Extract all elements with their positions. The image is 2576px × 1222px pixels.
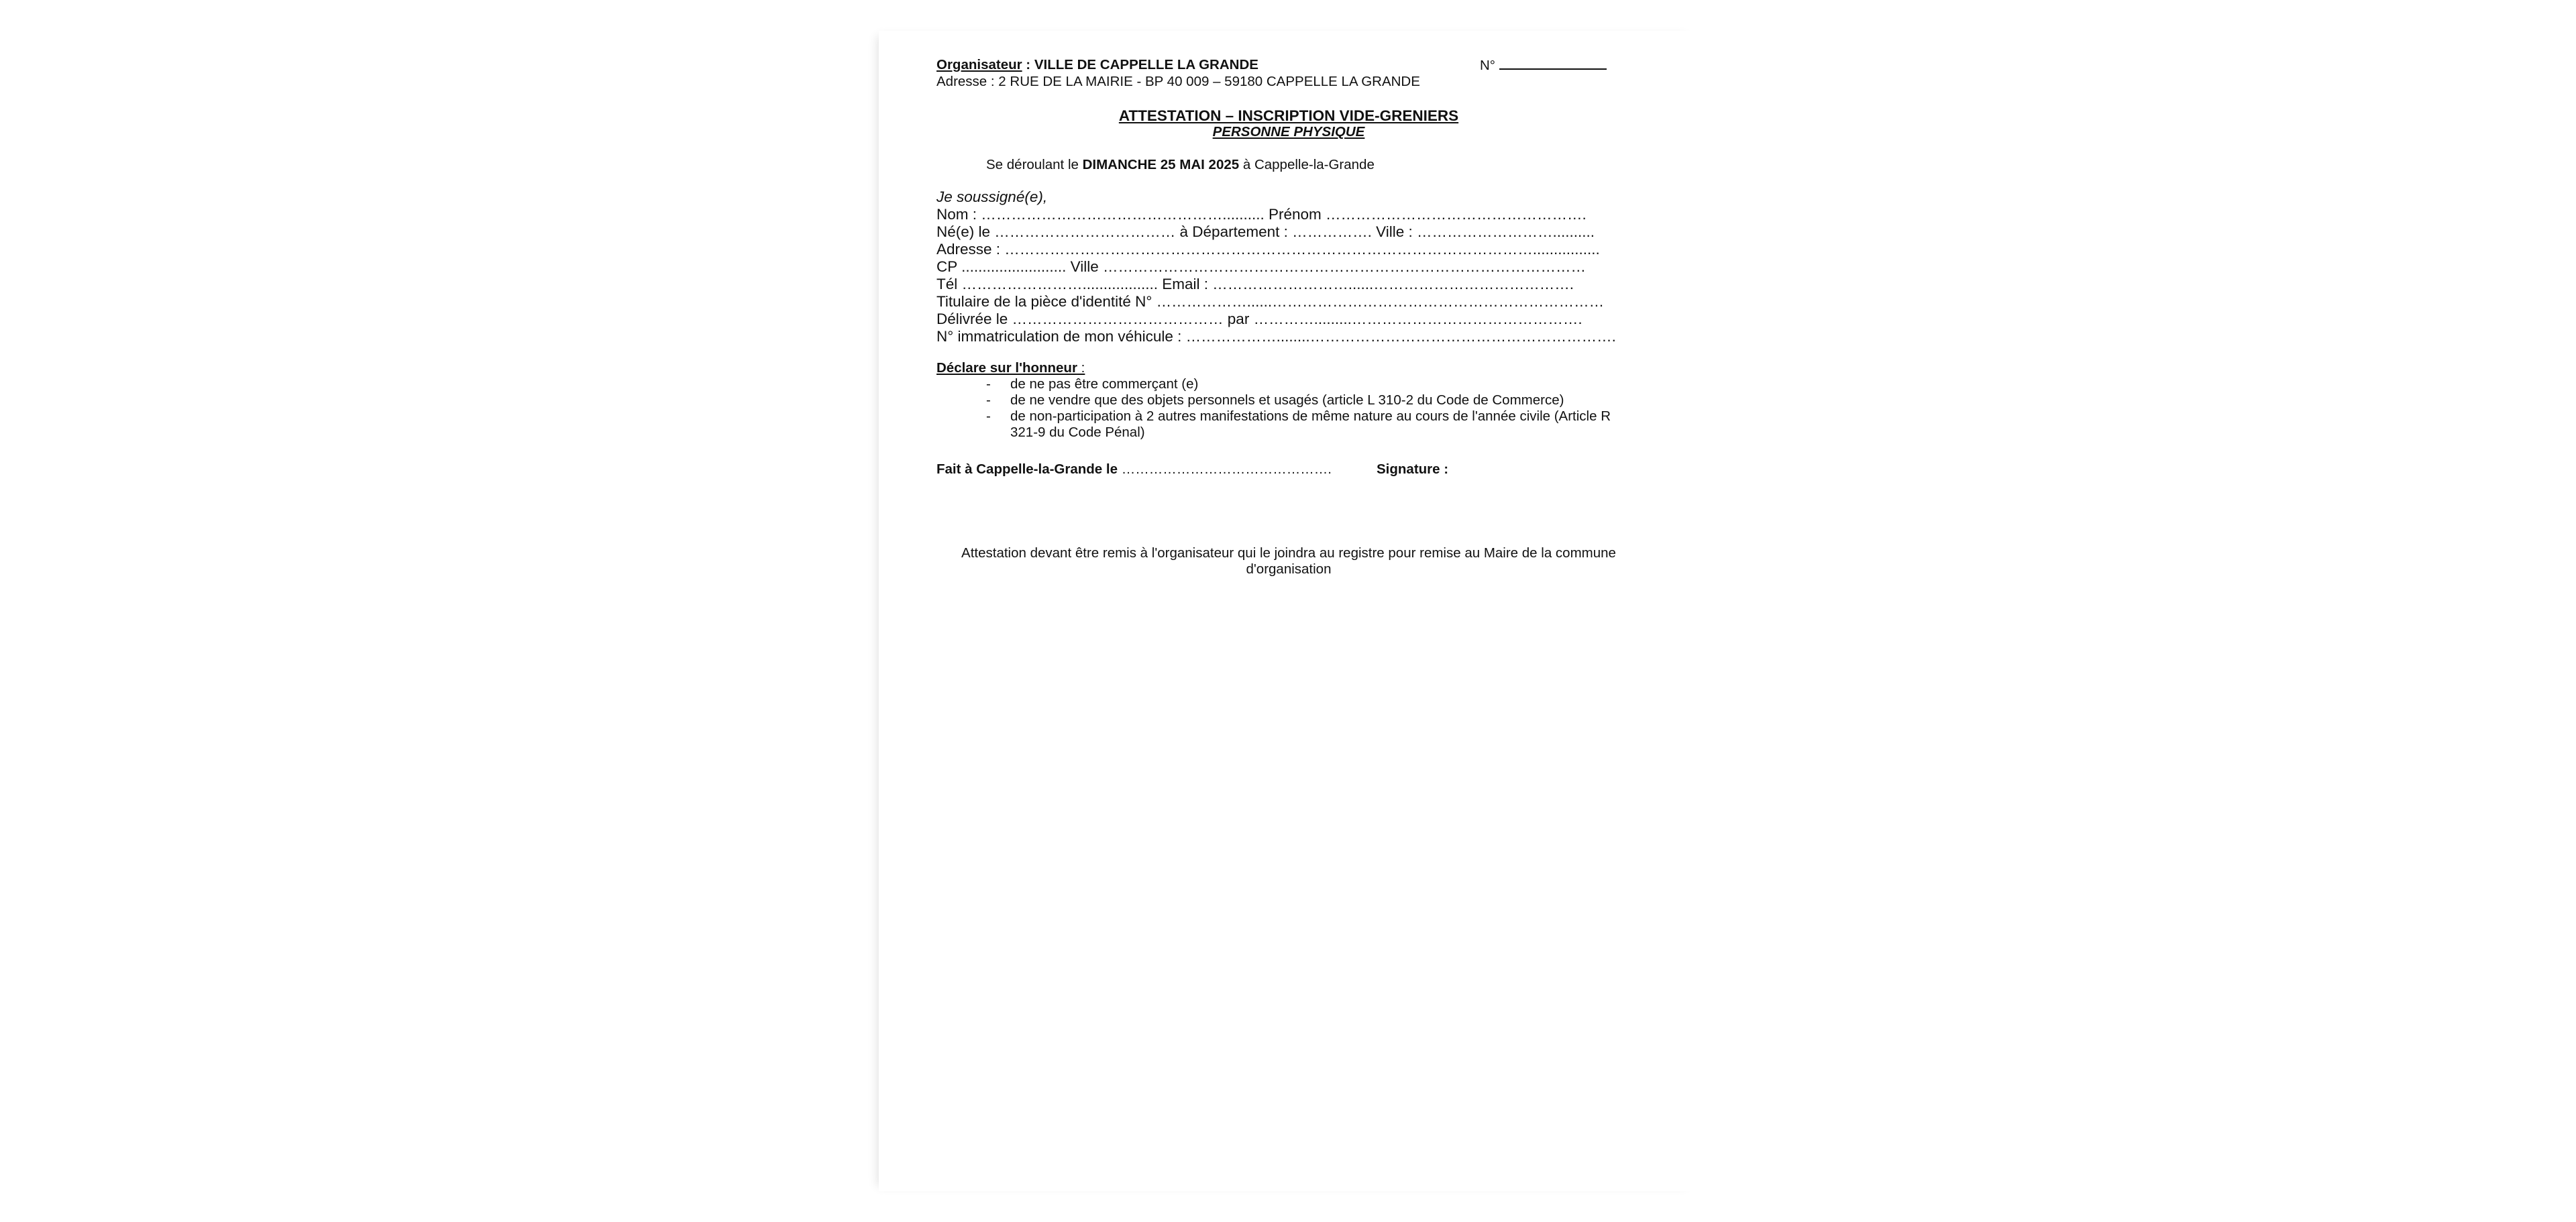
document-number-blank: [1499, 56, 1607, 70]
field-naissance: Né(e) le ……………………………… à Département : ……………. Ville : ………………………..........: [936, 223, 1595, 240]
declaration-item-text: de ne vendre que des objets personnels et usagés (article L 310-2 du Code de Commerce): [1010, 392, 1564, 408]
field-cp-ville: CP ......................... Ville ……………………………………………………………………………………: [936, 258, 1586, 275]
declaration-item: [936, 392, 1621, 408]
document-content: [936, 56, 1674, 577]
event-date-prefix: Se déroulant le: [986, 157, 1083, 172]
bullet-dash: -: [986, 376, 991, 392]
document-title: ATTESTATION – INSCRIPTION VIDE-GRENIERS: [1118, 107, 1459, 124]
document-subtitle: PERSONNE PHYSIQUE: [1212, 124, 1365, 140]
declaration-item: [936, 376, 1621, 392]
signature-line: [936, 461, 1674, 478]
bullet-dash: -: [986, 408, 991, 424]
declaration-title: Déclare sur l'honneur: [936, 360, 1077, 376]
undersigned-label: Je soussigné(e),: [936, 188, 1048, 205]
declaration-list: [936, 376, 1674, 441]
event-date-line: [936, 156, 1674, 174]
document-page: [879, 31, 1699, 1191]
organiser-separator: :: [1022, 57, 1034, 72]
declaration-title-suffix: :: [1077, 360, 1085, 376]
declaration-item: [936, 408, 1621, 441]
declaration-heading: [936, 360, 1674, 376]
fait-dots: ……………………………………….: [1118, 461, 1332, 477]
footer-note: Attestation devant être remis à l'organisateur qui le joindra au registre pour remise au Maire de la commune d'organisation: [961, 545, 1616, 577]
bullet-dash: -: [986, 392, 991, 408]
declaration-item-text: de ne pas être commerçant (e): [1010, 376, 1199, 392]
organiser-value: VILLE DE CAPPELLE LA GRANDE: [1034, 57, 1258, 72]
field-piece-identite: Titulaire de la pièce d'identité N° ………………......…………………………………………………………: [936, 293, 1605, 310]
event-date: DIMANCHE 25 MAI 2025: [1082, 157, 1240, 172]
field-immatriculation: N° immatriculation de mon véhicule : ………………........…………………………………………………….: [936, 328, 1616, 345]
field-adresse: Adresse : ……………………………………………………………………………………………................: [936, 241, 1600, 258]
organiser-address: Adresse : 2 RUE DE LA MAIRIE - BP 40 009 – 59180 CAPPELLE LA GRANDE: [936, 74, 1420, 89]
document-number: [1480, 56, 1607, 74]
fait-label: Fait à Cappelle-la-Grande le: [936, 461, 1118, 477]
event-date-suffix: à Cappelle-la-Grande: [1239, 157, 1375, 172]
field-nom-prenom: Nom : ………………………………………….......... Prénom …………………………………………….: [936, 206, 1587, 223]
declaration-item-text: de non-participation à 2 autres manifestations de même nature au cours de l'année civile (Article R 321-9 du Code Pénal): [1010, 408, 1611, 440]
organiser-label: Organisateur: [936, 57, 1022, 72]
field-tel-email: Tél …………………….................. Email : ………………………......………………………………….: [936, 276, 1574, 292]
field-delivree: Délivrée le …………………………………… par ………….........……………………………………….: [936, 311, 1582, 327]
signature-label: Signature :: [1377, 461, 1449, 477]
organiser-line: [936, 56, 1674, 73]
document-number-label: N°: [1480, 58, 1496, 73]
